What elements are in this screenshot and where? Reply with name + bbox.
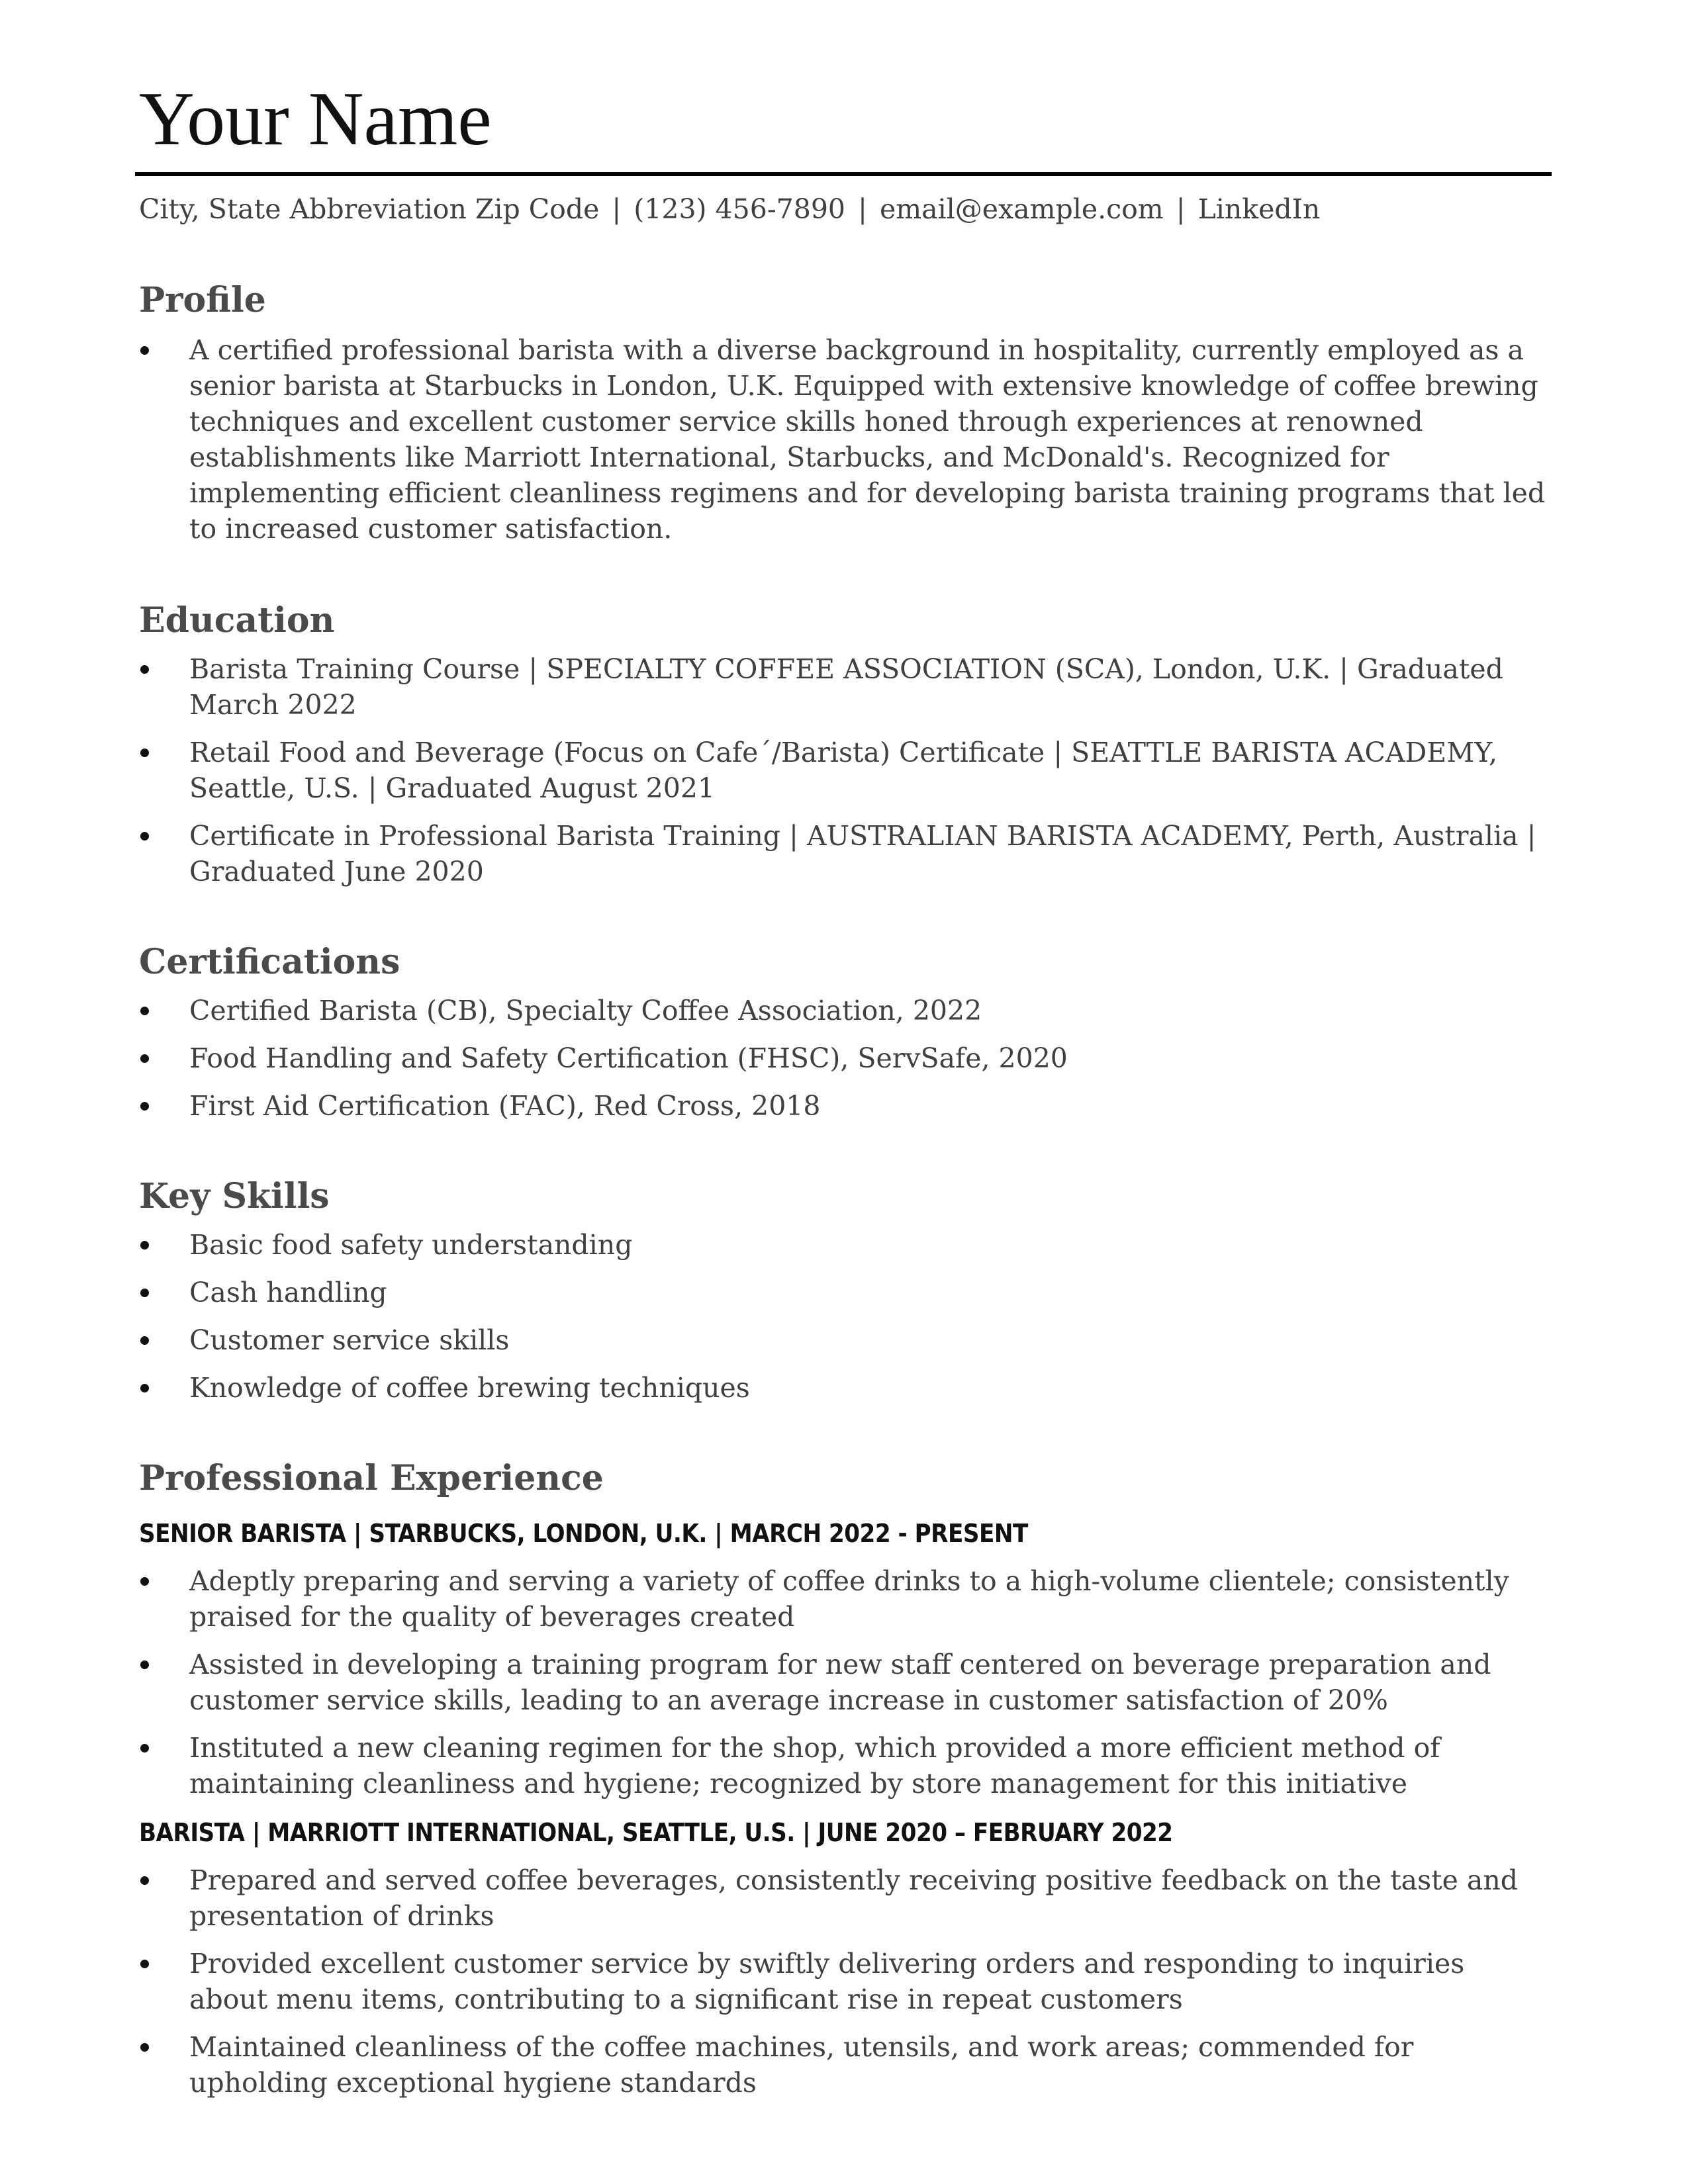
list-item [139,1370,1549,1406]
list-item-text: Adeptly preparing and serving a variety of coffee drinks to a high-volume clientele; consistently praised for the quality of beverages created [189,1565,1509,1633]
list-item-text: Cash handling [189,1277,387,1308]
list-item [139,735,1549,806]
list-item [139,1647,1549,1718]
bullet-icon [140,1007,149,1015]
list-item-text: Provided excellent customer service by swiftly delivering orders and responding to inquiries about menu items, contributing to a significant rise in repeat customers [189,1948,1465,2015]
profile-section [139,279,1549,547]
section-title-certifications: Certifications [139,942,400,982]
contact-location: City, State Abbreviation Zip Code [139,193,600,225]
skills-list [139,1227,1549,1406]
list-item [139,1040,1549,1076]
list-item-text: First Aid Certification (FAC), Red Cross, 2018 [189,1090,821,1122]
list-item-text: Barista Training Course | SPECIALTY COFFEE ASSOCIATION (SCA), London, U.K. | Graduated March 2022 [189,653,1503,721]
skills-section [139,1175,1549,1406]
contact-separator: | [858,193,867,225]
bullet-icon [140,1289,149,1297]
list-item-text: A certified professional barista with a diverse background in hospitality, currently employed as a senior barista at Starbucks in London, U.K. Equipped with extensive knowledge of coffee brewing techniques and excellent customer service skills honed through experiences at renowned establishments like Marriott International, Starbucks, and McDonald's. Recognized for implementing efficient cleanliness regimens and for developing barista training programs that led to increased customer satisfaction. [189,334,1546,545]
section-title-education: Education [139,600,335,641]
list-item-text: Knowledge of coffee brewing techniques [189,1372,750,1404]
list-item [139,1227,1549,1263]
header-divider [135,172,1552,176]
list-item-text: Maintained cleanliness of the coffee machines, utensils, and work areas; commended for upholding exceptional hygiene standards [189,2031,1414,2099]
list-item [139,993,1549,1028]
bullet-icon [140,2043,149,2052]
certifications-section [139,941,1549,1124]
bullet-icon [140,1876,149,1885]
resume-page [139,73,1549,2101]
experience-section [139,1457,1549,2101]
bullet-icon [140,1960,149,1968]
list-item-text: Instituted a new cleaning regimen for the shop, which provided a more efficient method of maintaining cleanliness and hygiene; recognized by store management for this initiative [189,1732,1440,1799]
list-item-text: Customer service skills [189,1324,510,1356]
contact-email[interactable]: email@example.com [879,193,1164,225]
list-item [139,1862,1549,1934]
list-item [139,818,1549,889]
list-item [139,1088,1549,1124]
section-title-experience: Professional Experience [139,1458,604,1498]
bullet-icon [140,1661,149,1669]
list-item [139,1322,1549,1358]
list-item [139,332,1549,547]
bullet-icon [140,1241,149,1250]
list-item [139,1563,1549,1635]
education-section [139,600,1549,889]
list-item [139,1275,1549,1310]
contact-line [139,191,1549,228]
list-item [139,1946,1549,2017]
section-title-profile: Profile [139,280,266,320]
job-entry [139,1816,1549,2101]
job-duties-list [139,1563,1549,1801]
contact-separator: | [1176,193,1186,225]
bullet-icon [140,346,149,355]
section-title-skills: Key Skills [139,1176,330,1216]
bullet-icon [140,1744,149,1752]
contact-linkedin[interactable]: LinkedIn [1197,193,1321,225]
profile-list [139,332,1549,547]
list-item-text: Basic food safety understanding [189,1229,633,1261]
contact-separator: | [612,193,622,225]
list-item [139,651,1549,723]
job-entry [139,1517,1549,1801]
bullet-icon [140,1102,149,1111]
contact-phone: (123) 456-7890 [633,193,846,225]
bullet-icon [140,665,149,674]
list-item-text: Certificate in Professional Barista Training | AUSTRALIAN BARISTA ACADEMY, Perth, Australia | Graduated June 2020 [189,820,1536,887]
list-item-text: Prepared and served coffee beverages, consistently receiving positive feedback on the taste and presentation of drinks [189,1864,1519,1932]
list-item [139,2029,1549,2101]
list-item-text: Assisted in developing a training program for new staff centered on beverage preparation and customer service skills, leading to an average increase in customer satisfaction of 20% [189,1649,1491,1716]
list-item-text: Food Handling and Safety Certification (FHSC), ServSafe, 2020 [189,1042,1068,1074]
bullet-icon [140,1336,149,1345]
job-heading: BARISTA | MARRIOTT INTERNATIONAL, SEATTLE, U.S. | JUNE 2020 – FEBRUARY 2022 [139,1818,1173,1847]
bullet-icon [140,1577,149,1586]
job-duties-list [139,1862,1549,2101]
education-list [139,651,1549,889]
list-item [139,1730,1549,1801]
certifications-list [139,993,1549,1124]
bullet-icon [140,749,149,757]
bullet-icon [140,1054,149,1063]
job-heading: SENIOR BARISTA | STARBUCKS, LONDON, U.K. | MARCH 2022 - PRESENT [139,1519,1028,1548]
bullet-icon [140,1384,149,1392]
list-item-text: Certified Barista (CB), Specialty Coffee Association, 2022 [189,995,982,1026]
candidate-name: Your Name [139,77,492,161]
bullet-icon [140,832,149,841]
list-item-text: Retail Food and Beverage (Focus on Cafe´/Barista) Certificate | SEATTLE BARISTA ACADEMY, Seattle, U.S. | Graduated August 2021 [189,737,1498,804]
